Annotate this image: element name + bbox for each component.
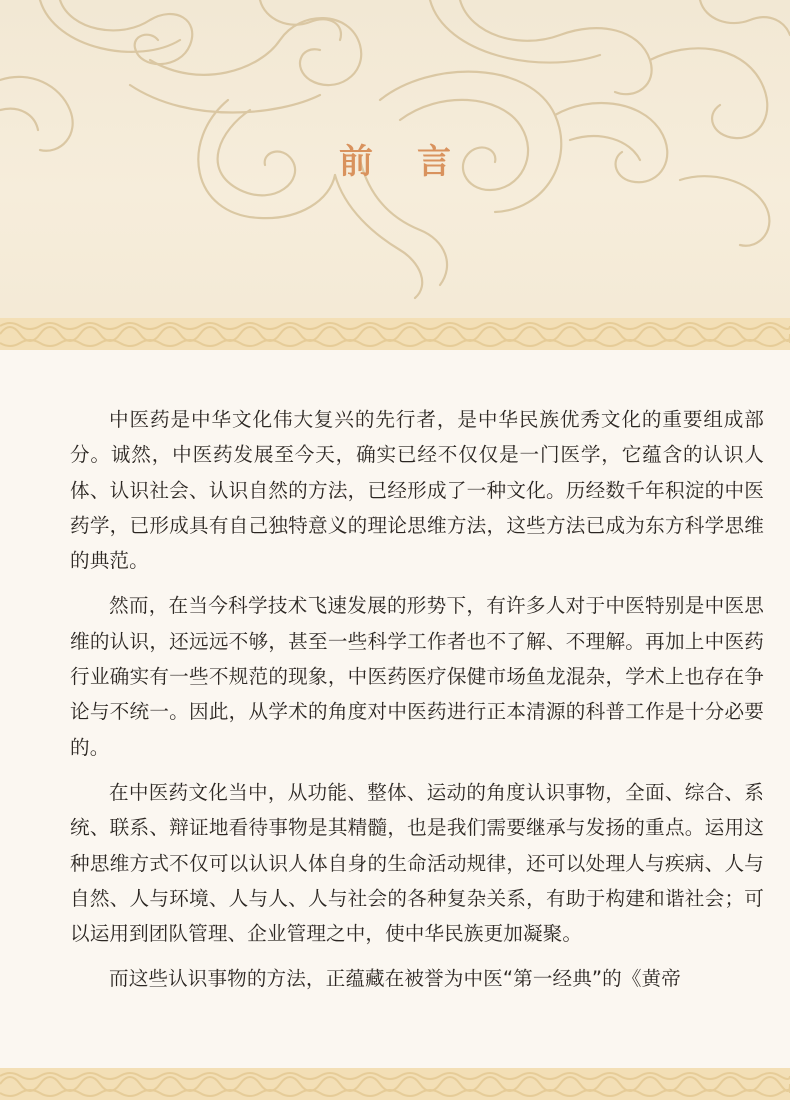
paragraph: 在中医药文化当中，从功能、整体、运动的角度认识事物，全面、综合、系统、联系、辩证地看待事物是其精髓，也是我们需要继承与发扬的重点。运用这种思维方式不仅可以认识人体自身的生命活动规律，还可以处理人与疾病、人与自然、人与环境、人与人、人与社会的各种复杂关系，有助于构建和谐社会；可以运用到团队管理、企业管理之中，使中华民族更加凝聚。 bbox=[70, 780, 764, 946]
preface-body bbox=[70, 402, 764, 1007]
cloud-scroll-band-icon bbox=[0, 318, 790, 350]
cloud-scroll-band-icon bbox=[0, 1068, 790, 1100]
page-header bbox=[0, 0, 790, 318]
page-title: 前言 bbox=[339, 142, 495, 182]
paragraph: 中医药是中华文化伟大复兴的先行者，是中华民族优秀文化的重要组成部分。诚然，中医药发展至今天，确实已经不仅仅是一门医学，它蕴含的认识人体、认识社会、认识自然的方法，已经形成了一种文化。历经数千年积淀的中医药学，已形成具有自己独特意义的理论思维方法，这些方法已成为东方科学思维的典范。 bbox=[70, 408, 764, 573]
cloud-band-top bbox=[0, 318, 790, 350]
cloud-band-bottom bbox=[0, 1068, 790, 1100]
paragraph: 而这些认识事物的方法，正蕴藏在被誉为中医“第一经典”的《黄帝 bbox=[109, 967, 681, 991]
paragraph: 然而，在当今科学技术飞速发展的形势下，有许多人对于中医特别是中医思维的认识，还远远不够，甚至一些科学工作者也不了解、不理解。再加上中医药行业确实有一些不规范的现象，中医药医疗保健市场鱼龙混杂，学术上也存在争论与不统一。因此，从学术的角度对中医药进行正本清源的科普工作是十分必要的。 bbox=[70, 594, 764, 759]
